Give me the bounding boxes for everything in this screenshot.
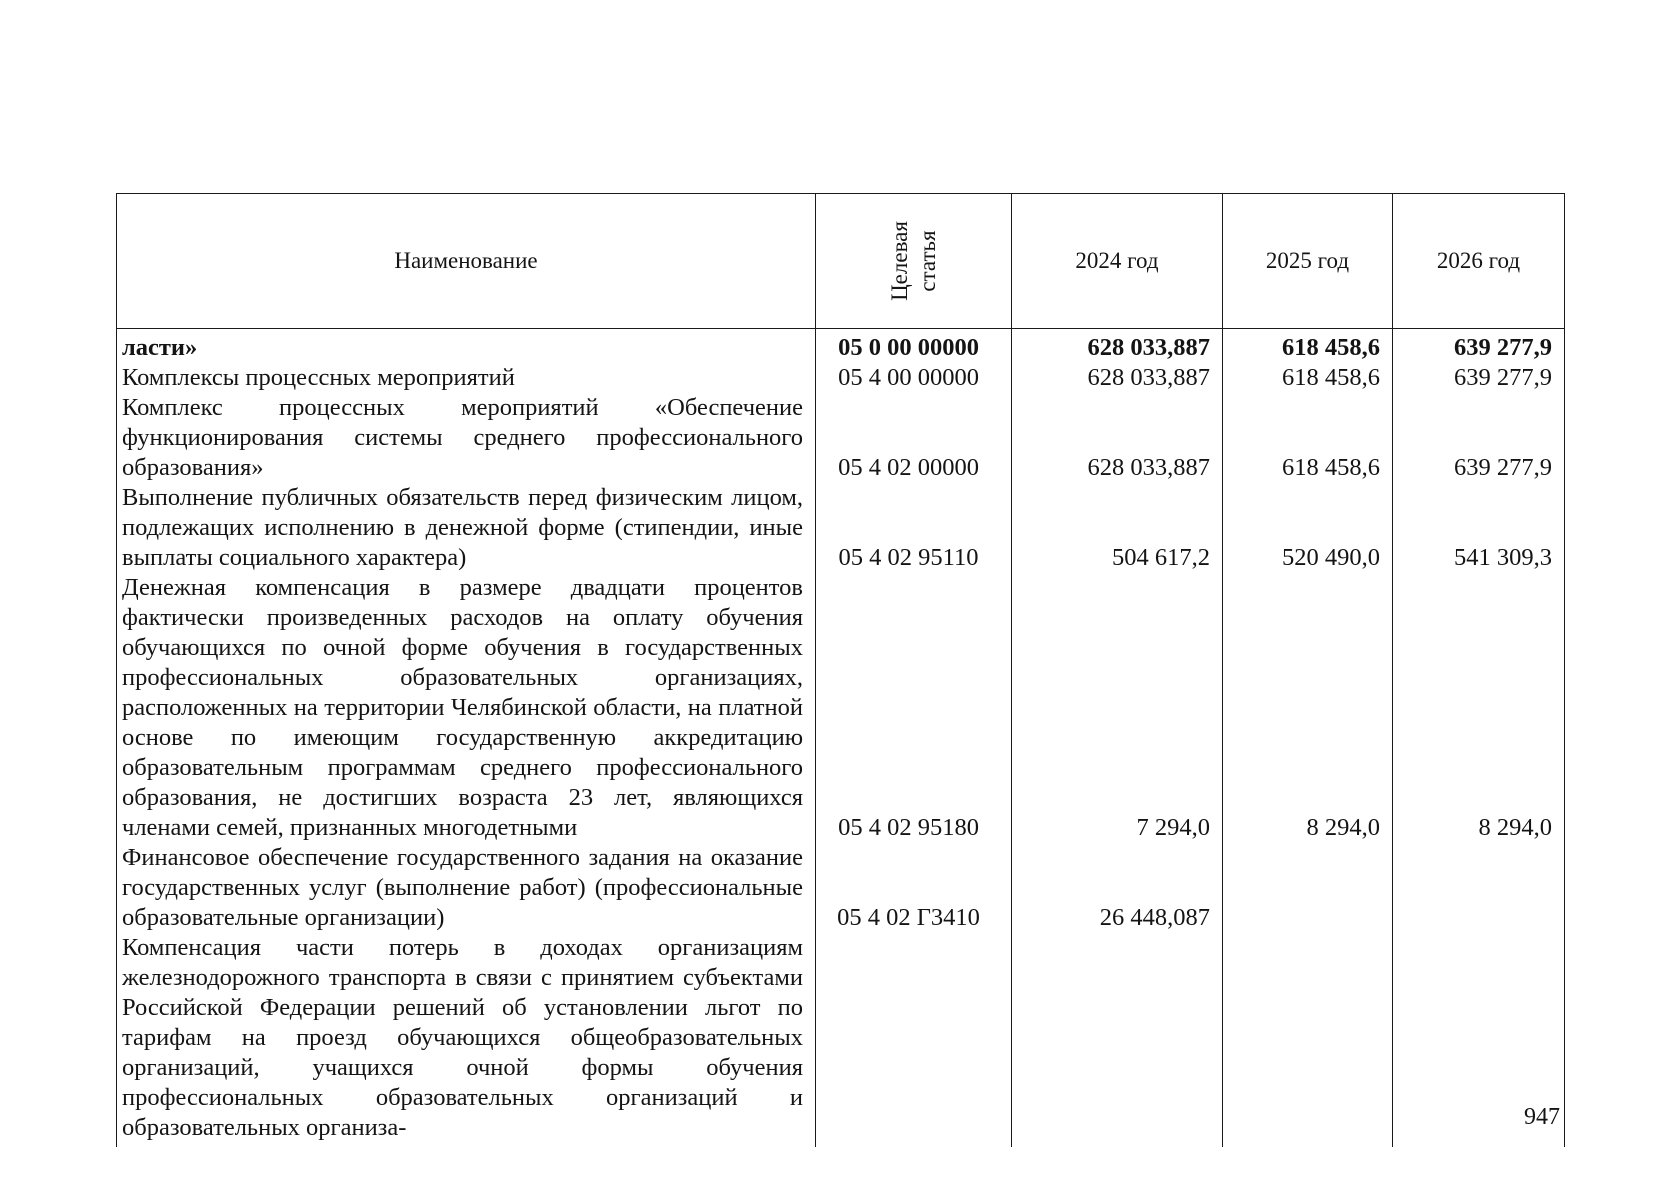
row-value-2024: 7 294,0 [1012, 573, 1223, 843]
row-value-2025 [1223, 933, 1393, 1147]
table-row [117, 933, 1565, 1147]
table-row [117, 393, 1565, 483]
row-code: 05 4 02 00000 [816, 393, 1012, 483]
table-row [117, 363, 1565, 393]
budget-table [116, 193, 1565, 1147]
row-value-2025: 618 458,6 [1223, 393, 1393, 483]
row-value-2026: 639 277,9 [1393, 393, 1565, 483]
header-target-article [816, 194, 1012, 329]
table-row [117, 573, 1565, 843]
row-name: Комплекс процессных мероприятий «Обеспечение функционирования системы среднего профессионального образования» [117, 393, 816, 483]
row-value-2024: 628 033,887 [1012, 393, 1223, 483]
table-body [117, 329, 1565, 1148]
row-code: 05 4 02 Г3410 [816, 843, 1012, 933]
row-code: 05 4 02 95110 [816, 483, 1012, 573]
header-name: Наименование [117, 194, 816, 329]
row-value-2025: 618 458,6 [1223, 329, 1393, 364]
row-value-2024: 628 033,887 [1012, 329, 1223, 364]
table-row [117, 843, 1565, 933]
header-target-article-wrap [816, 194, 1011, 328]
row-value-2025: 618 458,6 [1223, 363, 1393, 393]
row-value-2024: 628 033,887 [1012, 363, 1223, 393]
header-target-article-text [885, 221, 941, 301]
header-row [117, 194, 1565, 329]
row-name: Денежная компенсация в размере двадцати процентов фактически произведенных расходов на оплату обучения обучающихся по очной форме обучения в государственных профессиональных образовательных организациях, расположенных на территории Челябинской области, на платной основе по имеющим государственную аккредитацию образовательным программам среднего профессионального образования, не достигших возраста 23 лет, являющихся членами семей, признанных многодетными [117, 573, 816, 843]
header-year-2025: 2025 год [1223, 194, 1393, 329]
header-year-2024: 2024 год [1012, 194, 1223, 329]
table-row [117, 483, 1565, 573]
header-target-article-line1: Целевая [886, 221, 912, 301]
row-value-2026: 639 277,9 [1393, 363, 1565, 393]
row-code: 05 4 00 00000 [816, 363, 1012, 393]
page-number: 947 [1524, 1104, 1560, 1130]
row-name: Компенсация части потерь в доходах организациям железнодорожного транспорта в связи с принятием субъектами Российской Федерации решений об установлении льгот по тарифам на проезд обучающихся общеобразовательных организаций, учащихся очной формы обучения профессиональных образовательных организаций и образовательных организа- [117, 933, 816, 1147]
table-row [117, 329, 1565, 364]
row-value-2025: 8 294,0 [1223, 573, 1393, 843]
row-name: Финансовое обеспечение государственного задания на оказание государственных услуг (выполнение работ) (профессиональные образовательные организации) [117, 843, 816, 933]
row-value-2026: 8 294,0 [1393, 573, 1565, 843]
row-value-2024 [1012, 933, 1223, 1147]
row-name: Комплексы процессных мероприятий [117, 363, 816, 393]
row-value-2024: 26 448,087 [1012, 843, 1223, 933]
row-value-2026: 541 309,3 [1393, 483, 1565, 573]
row-value-2026 [1393, 843, 1565, 933]
row-code: 05 4 02 95180 [816, 573, 1012, 843]
row-code: 05 0 00 00000 [816, 329, 1012, 364]
header-year-2026: 2026 год [1393, 194, 1565, 329]
row-value-2024: 504 617,2 [1012, 483, 1223, 573]
header-target-article-line2: статья [914, 230, 940, 292]
table-header [117, 194, 1565, 329]
row-value-2025: 520 490,0 [1223, 483, 1393, 573]
row-value-2025 [1223, 843, 1393, 933]
row-value-2026: 639 277,9 [1393, 329, 1565, 364]
row-name: Выполнение публичных обязательств перед физическим лицом, подлежащих исполнению в денежной форме (стипендии, иные выплаты социального характера) [117, 483, 816, 573]
row-code [816, 933, 1012, 1147]
row-name: ласти» [117, 329, 816, 364]
